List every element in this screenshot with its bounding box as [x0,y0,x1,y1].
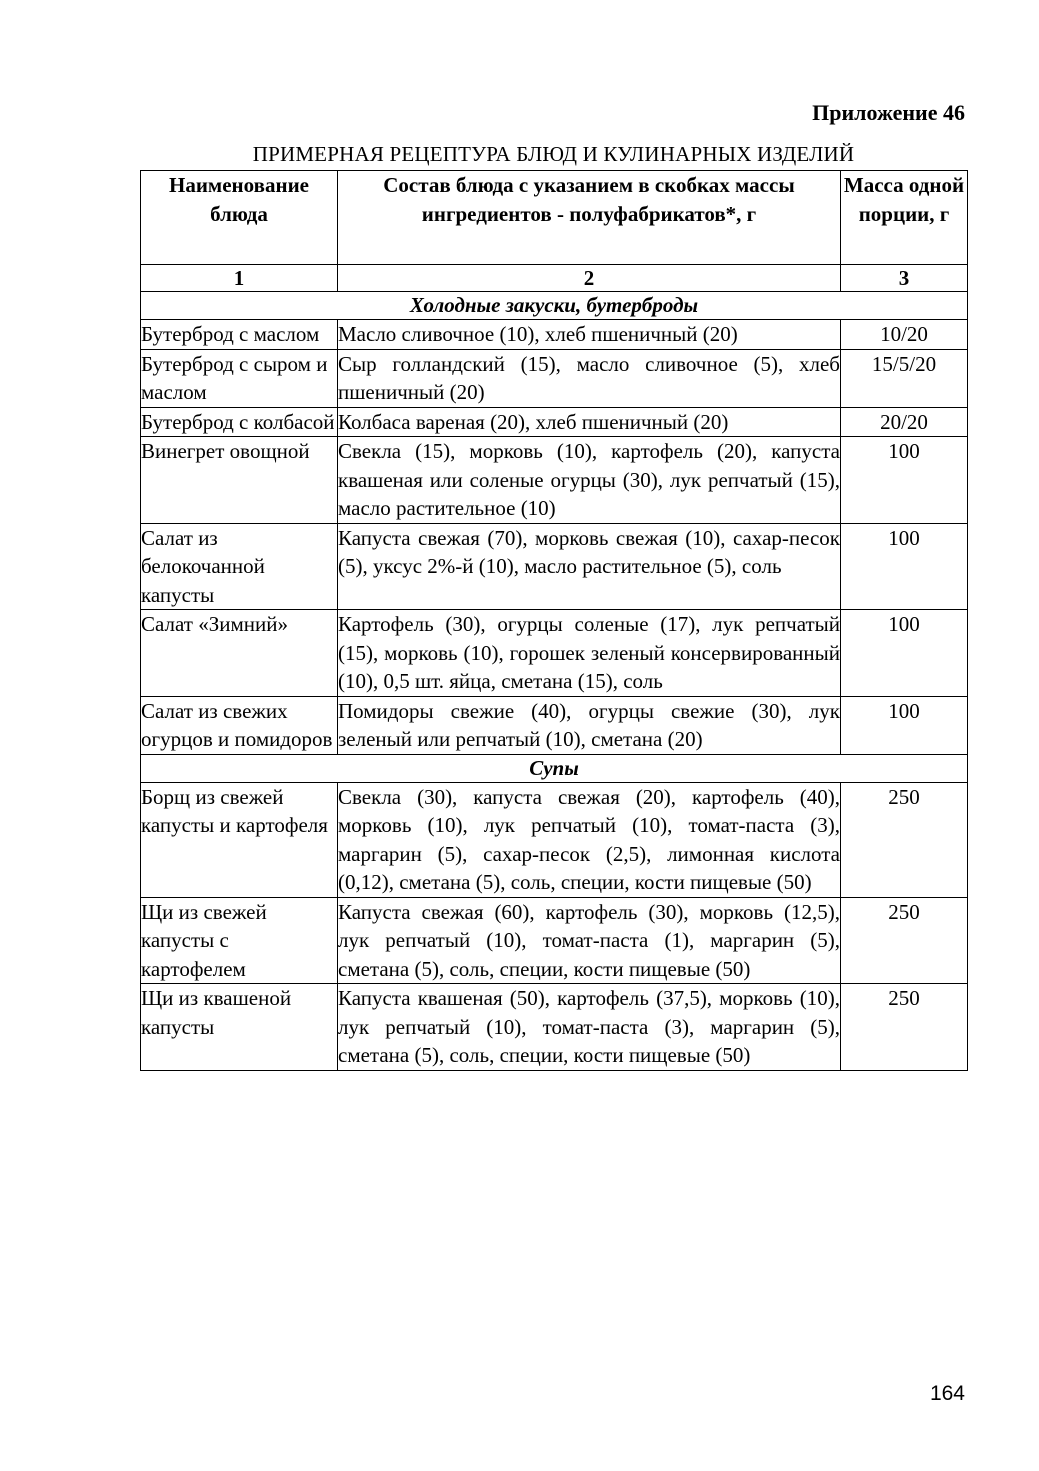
table-row [141,897,968,984]
dish-composition: Сыр голландский (15), масло сливочное (5), хлеб пшеничный (20) [338,349,841,407]
header-composition: Состав блюда с указанием в скобках массы ингредиентов - полуфабрикатов*, г [338,171,841,265]
portion-mass: 20/20 [841,407,968,437]
document-title: ПРИМЕРНАЯ РЕЦЕПТУРА БЛЮД И КУЛИНАРНЫХ ИЗДЕЛИЙ [252,142,855,166]
column-number: 2 [338,265,841,292]
section-row [141,292,968,320]
section-title-soups: Супы [141,754,968,782]
dish-name: Бутерброд с маслом [141,320,338,350]
portion-mass: 100 [841,610,968,697]
dish-name: Щи из квашеной капусты [141,984,338,1071]
dish-composition: Колбаса вареная (20), хлеб пшеничный (20) [338,407,841,437]
table-row [141,320,968,350]
dish-name: Салат «Зимний» [141,610,338,697]
portion-mass: 250 [841,782,968,897]
portion-mass: 250 [841,984,968,1071]
dish-composition: Капуста свежая (60), картофель (30), морковь (12,5), лук репчатый (10), томат-паста (1), маргарин (5), сметана (5), соль, специи, кости пищевые (50) [338,897,841,984]
table-row [141,984,968,1071]
recipe-table [140,170,968,1071]
dish-name: Салат из свежих огурцов и помидоров [141,696,338,754]
table-header-row [141,171,968,265]
column-number: 3 [841,265,968,292]
dish-composition: Картофель (30), огурцы соленые (17), лук репчатый (15), морковь (10), горошек зеленый консервированный (10), 0,5 шт. яйца, сметана (15), соль [338,610,841,697]
table-row [141,407,968,437]
dish-name: Бутерброд с колбасой [141,407,338,437]
column-number: 1 [141,265,338,292]
section-title-cold-snacks: Холодные закуски, бутерброды [141,292,968,320]
section-row [141,754,968,782]
dish-composition: Капуста свежая (70), морковь свежая (10), сахар-песок (5), уксус 2%-й (10), масло растительное (5), соль [338,523,841,610]
dish-name: Бутерброд с сыром и маслом [141,349,338,407]
table-row [141,523,968,610]
dish-composition: Капуста квашеная (50), картофель (37,5), морковь (10), лук репчатый (10), томат-паста (3), маргарин (5), сметана (5), соль, специи, кости пищевые (50) [338,984,841,1071]
table-row [141,782,968,897]
table-row [141,349,968,407]
portion-mass: 250 [841,897,968,984]
dish-composition: Помидоры свежие (40), огурцы свежие (30), лук зеленый или репчатый (10), сметана (20) [338,696,841,754]
portion-mass: 15/5/20 [841,349,968,407]
dish-name: Винегрет овощной [141,437,338,524]
header-portion-mass: Масса одной порции, г [841,171,968,265]
page-number: 164 [929,1382,965,1405]
portion-mass: 10/20 [841,320,968,350]
dish-name: Борщ из свежей капусты и картофеля [141,782,338,897]
dish-composition: Свекла (30), капуста свежая (20), картофель (40), морковь (10), лук репчатый (10), томат-паста (3), маргарин (5), сахар-песок (2,5), лимонная кислота (0,12), сметана (5), соль, специи, кости пищевые (50) [338,782,841,897]
dish-composition: Свекла (15), морковь (10), картофель (20), капуста квашеная или соленые огурцы (30), лук репчатый (15), масло растительное (10) [338,437,841,524]
dish-composition: Масло сливочное (10), хлеб пшеничный (20) [338,320,841,350]
column-number-row [141,265,968,292]
table-row [141,610,968,697]
portion-mass: 100 [841,523,968,610]
dish-name: Салат из белокочанной капусты [141,523,338,610]
portion-mass: 100 [841,696,968,754]
table-row [141,696,968,754]
appendix-label: Приложение 46 [812,100,965,125]
table-row [141,437,968,524]
header-dish-name: Наименование блюда [141,171,338,265]
portion-mass: 100 [841,437,968,524]
dish-name: Щи из свежей капусты с картофелем [141,897,338,984]
